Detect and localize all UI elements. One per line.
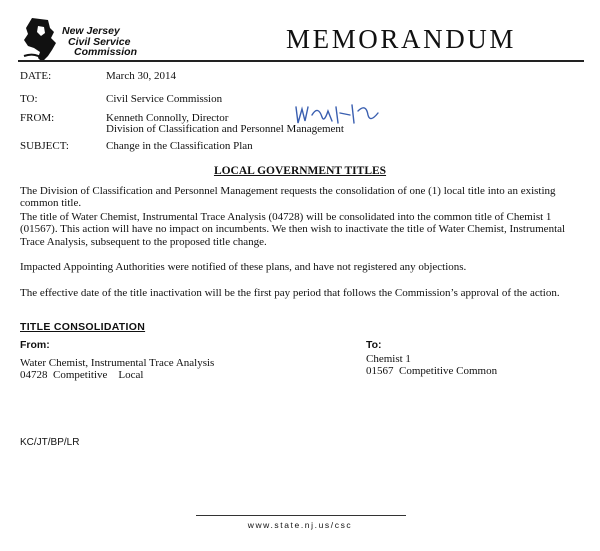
paragraph-2: The title of Water Chemist, Instrumental Trace Analysis (04728) will be consolidated into the common title of Chemist 1 (01567). This action will have no impact on incumbents. We then wish to inactivate the title of Water Chemist, Instrumental Trace Analysis, subsequent to the proposed title change. — [20, 211, 566, 248]
new-jersey-state-outline-icon — [18, 16, 64, 64]
to-code: 01567 Competitive Common — [366, 365, 498, 377]
paragraph-1: The Division of Classification and Personnel Management requests the consolidation of one (1) local title into an existing common title. — [20, 185, 556, 210]
handwritten-signature — [288, 101, 388, 127]
from-value-division: Division of Classification and Personnel Management — [106, 123, 344, 135]
subject-label: SUBJECT: — [20, 140, 69, 152]
logo-line-3: Commission — [74, 46, 138, 58]
to-label: TO: — [20, 93, 38, 105]
from-column-label: From: — [20, 339, 50, 351]
from-label: FROM: — [20, 112, 55, 124]
footer-url: www.state.nj.us/csc — [247, 520, 353, 530]
paragraph-4: The effective date of the title inactivation will be the first pay period that follows the Commission’s approval of the action. — [20, 287, 560, 299]
nj-civil-service-logo — [18, 16, 168, 66]
from-title: Water Chemist, Instrumental Trace Analysis — [20, 357, 215, 369]
logo-text — [62, 26, 137, 58]
logo-line-1: New Jersey — [62, 25, 120, 37]
subject-value: Change in the Classification Plan — [106, 140, 253, 152]
from-code: 04728 Competitive Local — [20, 369, 144, 381]
to-title: Chemist 1 — [366, 353, 411, 365]
title-consolidation-heading: TITLE CONSOLIDATION — [20, 321, 146, 333]
memo-title: MEMORANDUM — [286, 24, 517, 54]
header-rule — [18, 60, 584, 62]
to-column-label: To: — [366, 339, 382, 351]
footer-rule — [196, 515, 406, 516]
initials: KC/JT/BP/LR — [20, 437, 80, 448]
date-label: DATE: — [20, 70, 52, 82]
to-value: Civil Service Commission — [106, 93, 223, 105]
paragraph-3: Impacted Appointing Authorities were notified of these plans, and have not registered any objections. — [20, 261, 467, 273]
from-value-name: Kenneth Connolly, Director — [106, 112, 229, 124]
section-title: LOCAL GOVERNMENT TITLES — [213, 165, 387, 177]
date-value: March 30, 2014 — [106, 70, 176, 82]
logo-line-2: Civil Service — [68, 35, 131, 48]
